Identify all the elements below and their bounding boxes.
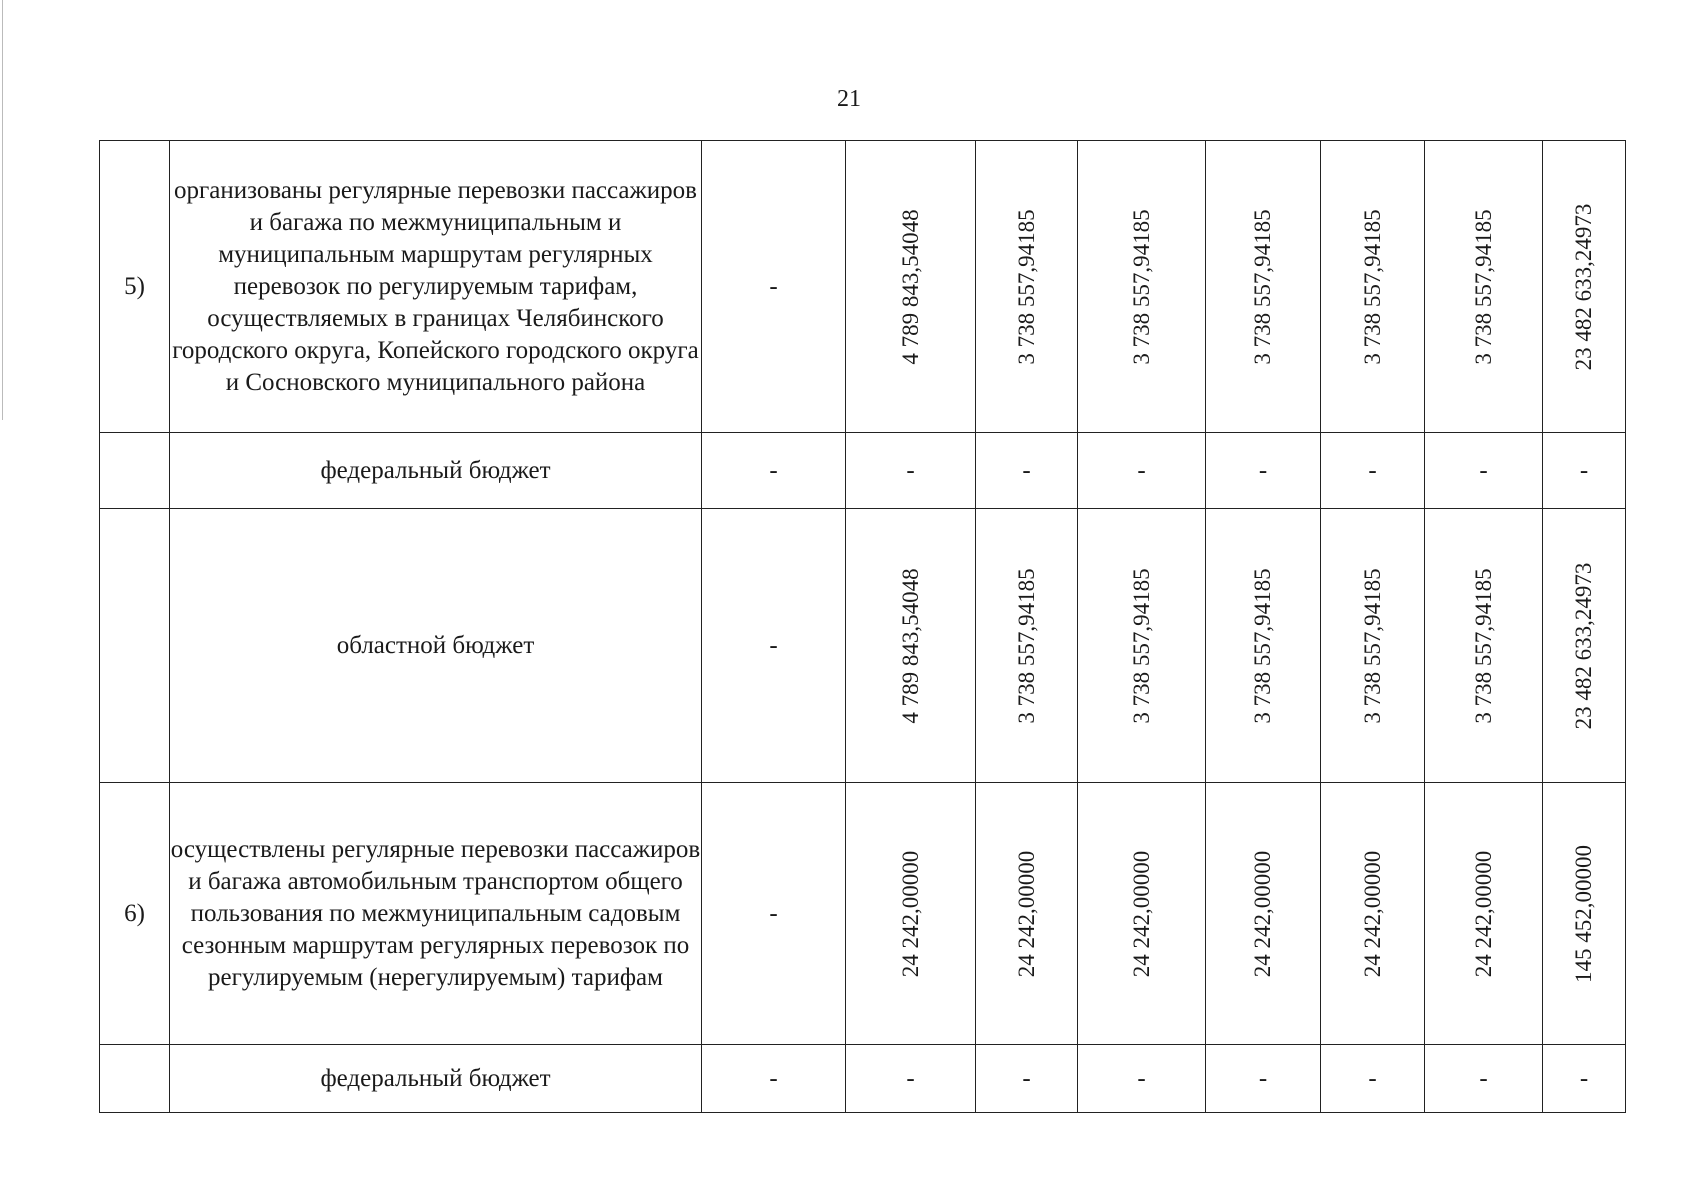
row-description: областной бюджет [170, 509, 702, 783]
cell-dash: - [702, 783, 846, 1045]
value-text: 23 482 633,24973 [1571, 203, 1596, 370]
row-number [100, 509, 170, 783]
value-text: 24 242,00000 [1013, 850, 1039, 977]
value-cell: - [846, 433, 976, 509]
value-cell: - [1425, 433, 1543, 509]
table-row [100, 141, 1626, 433]
row-description: федеральный бюджет [170, 433, 702, 509]
budget-table [99, 140, 1626, 1113]
cell-dash: - [702, 141, 846, 433]
table-row [100, 433, 1626, 509]
value-cell [1321, 141, 1425, 433]
value-cell: - [1425, 1045, 1543, 1113]
value-cell [1206, 141, 1321, 433]
row-number: 5) [100, 141, 170, 433]
value-cell: - [1078, 1045, 1206, 1113]
value-text: 23 482 633,24973 [1571, 562, 1596, 729]
value-cell [846, 141, 976, 433]
value-cell [1321, 783, 1425, 1045]
value-text: 3 738 557,94185 [1359, 567, 1385, 724]
value-text: 24 242,00000 [1359, 850, 1385, 977]
value-cell [1321, 509, 1425, 783]
value-text: 24 242,00000 [897, 850, 923, 977]
row-description: осуществлены регулярные перевозки пассажиров и багажа автомобильным транспортом общего пользования по межмуниципальным садовым сезонным маршрутам регулярных перевозок по регулируемым (нерегулируемым) тарифам [170, 783, 702, 1045]
value-cell: - [1543, 433, 1626, 509]
value-cell [976, 141, 1078, 433]
value-cell [1425, 509, 1543, 783]
scan-margin-line [2, 0, 3, 420]
value-cell: - [1206, 433, 1321, 509]
row-description: федеральный бюджет [170, 1045, 702, 1113]
value-cell: - [1543, 1045, 1626, 1113]
value-cell [1078, 141, 1206, 433]
value-cell [1425, 141, 1543, 433]
value-cell: - [846, 1045, 976, 1113]
value-text: 3 738 557,94185 [1470, 567, 1496, 724]
value-cell: - [1206, 1045, 1321, 1113]
row-description: организованы регулярные перевозки пассажиров и багажа по межмуниципальным и муниципальным маршрутам регулярных перевозок по регулируемым тарифам, осуществляемых в границах Челябинского городского округа, Копейского городского округа и Сосновского муниципального района [170, 141, 702, 433]
value-cell [976, 783, 1078, 1045]
cell-dash: - [702, 509, 846, 783]
value-cell: - [1321, 1045, 1425, 1113]
value-cell: - [1078, 433, 1206, 509]
value-cell [1206, 509, 1321, 783]
value-text: 4 789 843,54048 [897, 567, 923, 724]
value-cell [1543, 141, 1626, 433]
value-text: 3 738 557,94185 [1359, 208, 1385, 365]
value-text: 24 242,00000 [1128, 850, 1154, 977]
table-row [100, 509, 1626, 783]
value-text: 3 738 557,94185 [1128, 567, 1154, 724]
value-cell: - [1321, 433, 1425, 509]
page-number: 21 [837, 86, 861, 112]
value-text: 3 738 557,94185 [1128, 208, 1154, 365]
value-text: 24 242,00000 [1470, 850, 1496, 977]
table-row [100, 783, 1626, 1045]
value-cell [846, 509, 976, 783]
value-text: 3 738 557,94185 [1470, 208, 1496, 365]
value-cell [1206, 783, 1321, 1045]
value-cell [976, 509, 1078, 783]
value-cell [1543, 783, 1626, 1045]
value-text: 3 738 557,94185 [1013, 567, 1039, 724]
value-text: 4 789 843,54048 [897, 208, 923, 365]
row-number [100, 1045, 170, 1113]
value-cell [1543, 509, 1626, 783]
value-cell: - [976, 433, 1078, 509]
value-text: 3 738 557,94185 [1250, 567, 1275, 724]
value-text: 3 738 557,94185 [1250, 208, 1275, 365]
value-text: 145 452,00000 [1571, 844, 1596, 983]
value-cell [1078, 783, 1206, 1045]
value-cell [846, 783, 976, 1045]
row-number [100, 433, 170, 509]
value-text: 3 738 557,94185 [1013, 208, 1039, 365]
table-row [100, 1045, 1626, 1113]
row-number: 6) [100, 783, 170, 1045]
value-cell: - [976, 1045, 1078, 1113]
cell-dash: - [702, 1045, 846, 1113]
value-cell [1078, 509, 1206, 783]
value-cell [1425, 783, 1543, 1045]
value-text: 24 242,00000 [1250, 850, 1275, 977]
cell-dash: - [702, 433, 846, 509]
